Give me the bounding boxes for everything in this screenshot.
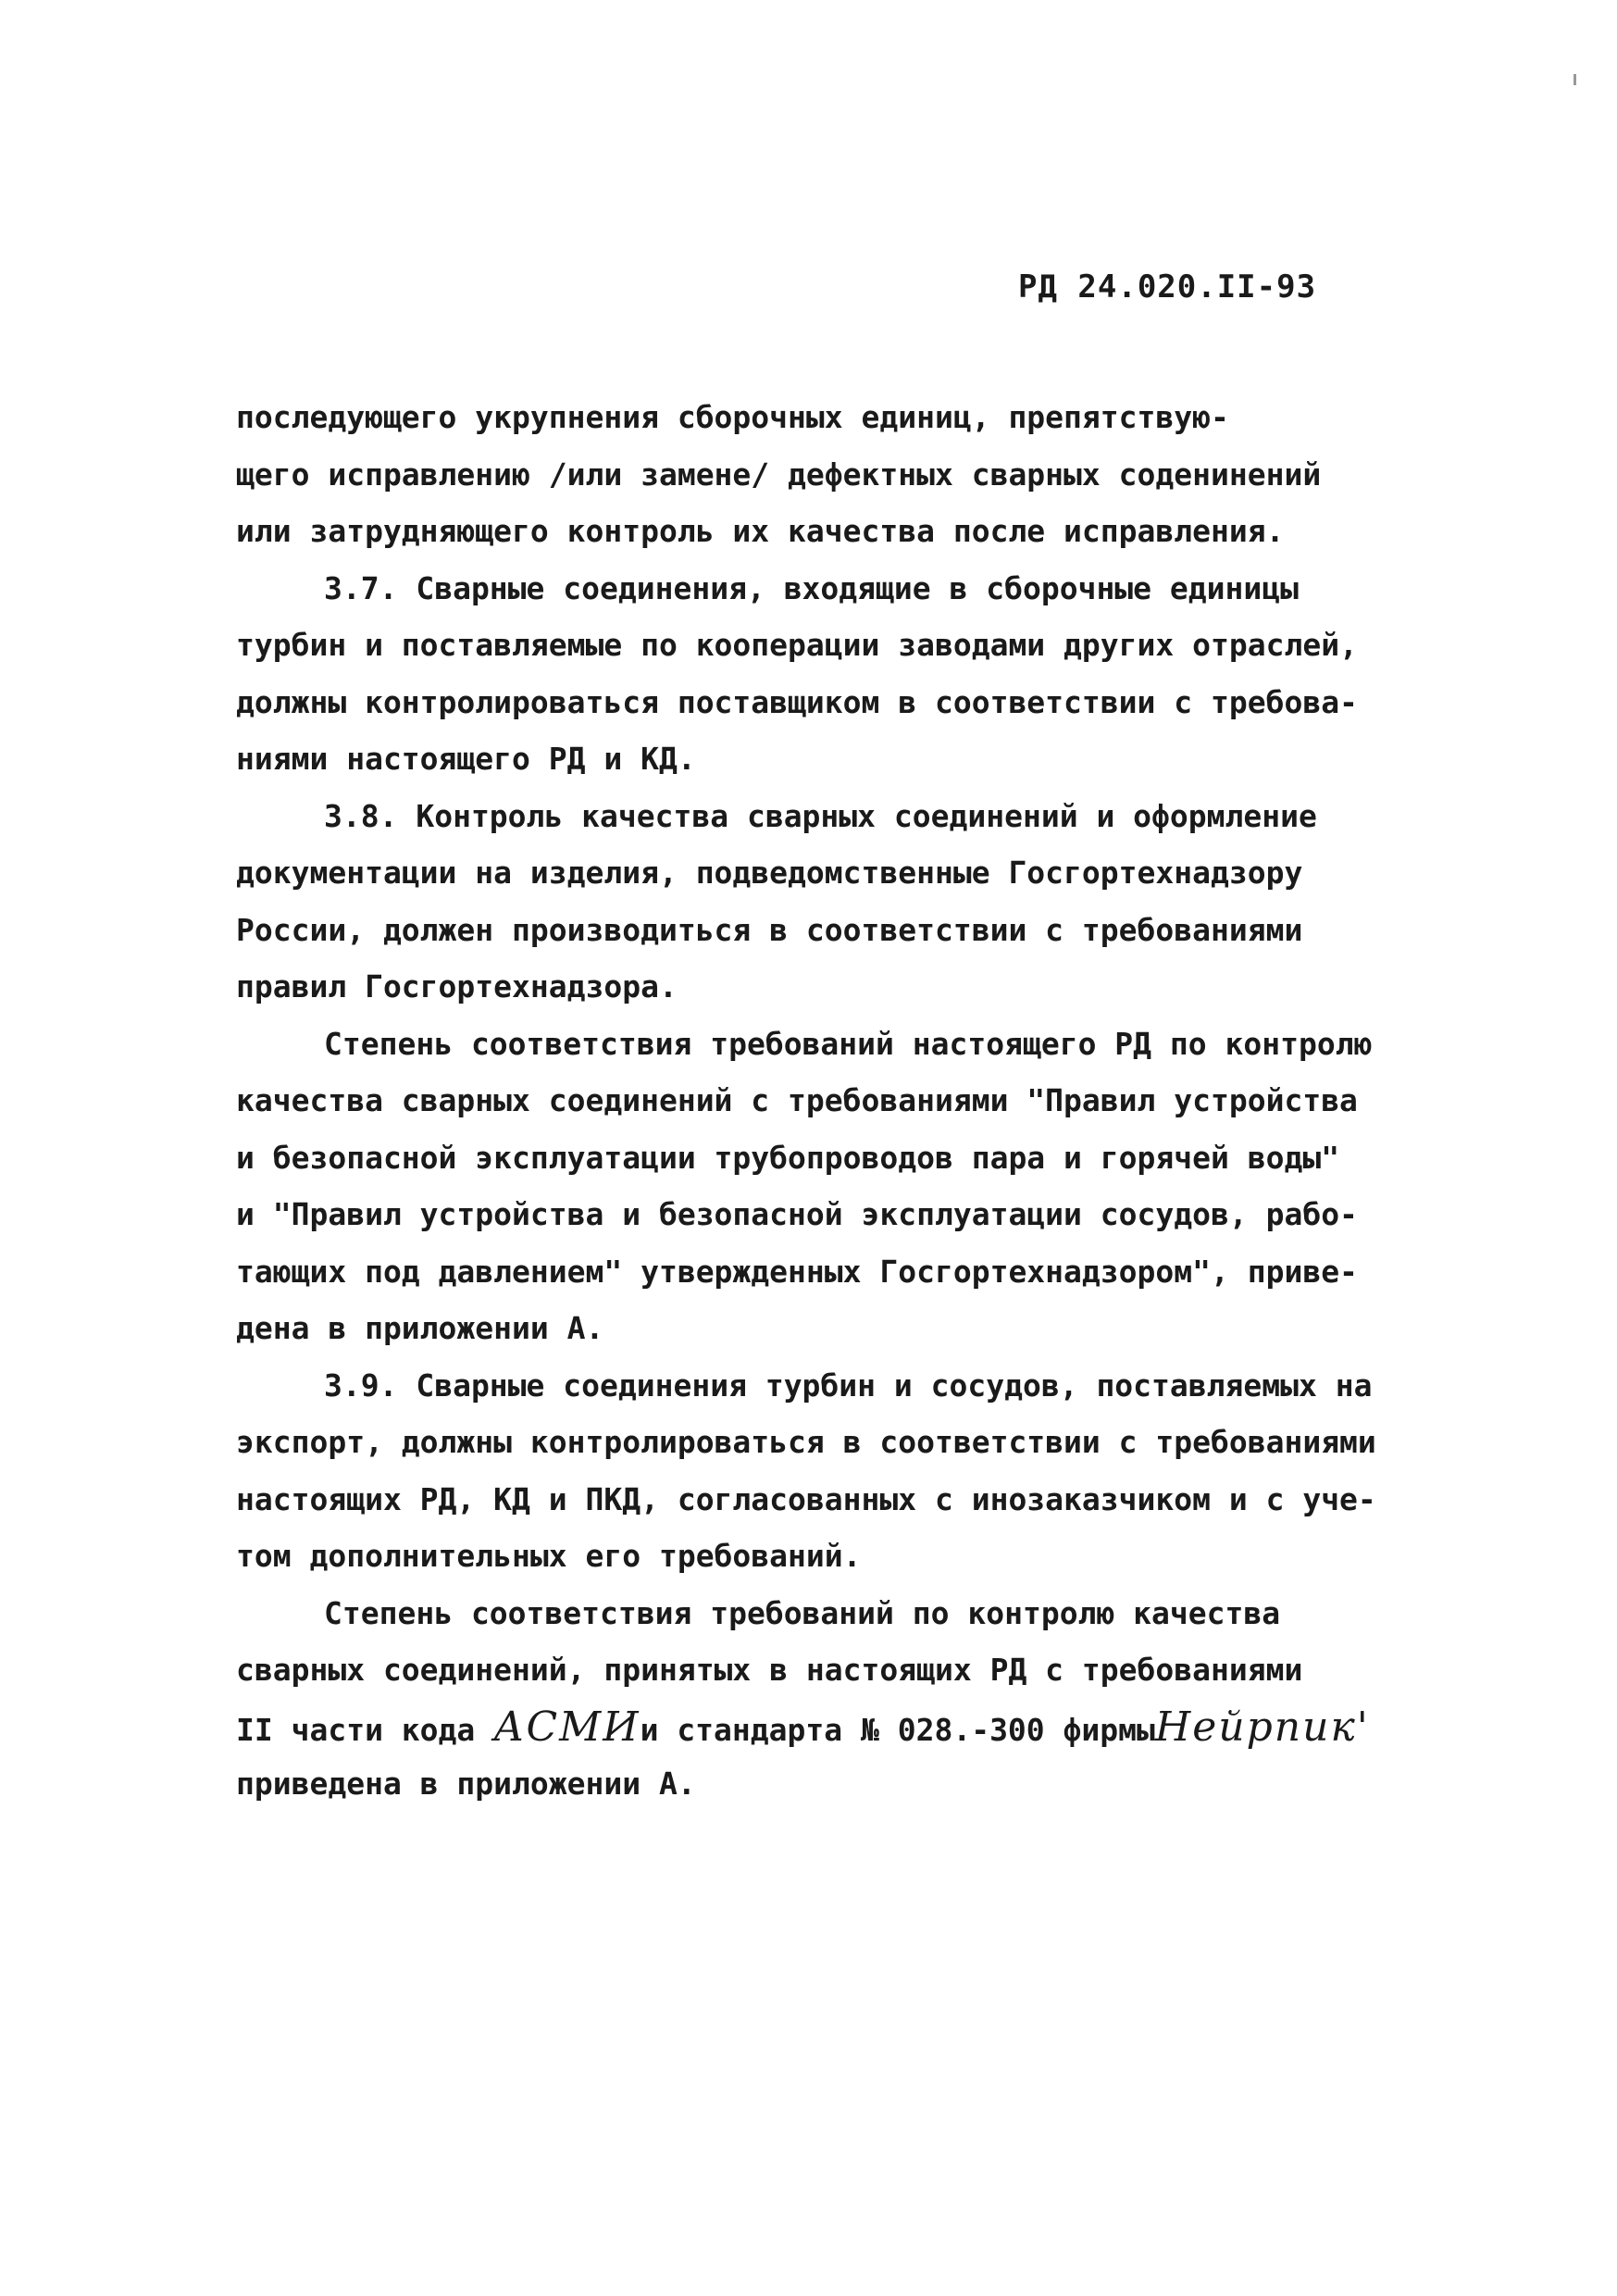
- text-line: приведена в приложении А.: [236, 1766, 696, 1802]
- text-line: последующего укрупнения сборочных единиц, препятствую-: [236, 399, 1229, 435]
- text-line: правил Госгортехнадзора.: [236, 968, 678, 1004]
- text-line: турбин и поставляемые по кооперации заводами других отраслей,: [236, 627, 1358, 663]
- document-code: РД 24.020.II-93: [1018, 268, 1317, 306]
- text-line: документации на изделия, подведомственные Госгортехнадзору: [236, 855, 1303, 891]
- paragraph-3-9: [236, 1357, 1393, 1585]
- text-line: том дополнительных его требований.: [236, 1538, 862, 1574]
- paragraph-compliance-asme: [236, 1585, 1393, 1813]
- typed-fragment: и стандарта № 028.-300 фирмы: [640, 1711, 1155, 1748]
- text-line: сварных соединений, принятых в настоящих РД с требованиями: [236, 1652, 1303, 1688]
- paragraph-3-8: [236, 788, 1393, 1016]
- text-line: 3.7. Сварные соединения, входящие в сборочные единицы: [324, 569, 1299, 606]
- paragraph-3-7: [236, 560, 1393, 788]
- handwritten-fragment: Нейрпик': [1154, 1703, 1370, 1751]
- text-line: тающих под давлением" утвержденных Госгортехнадзором", приве-: [236, 1253, 1358, 1290]
- text-line: и "Правил устройства и безопасной эксплуатации сосудов, рабо-: [236, 1196, 1358, 1232]
- text-line: или затрудняющего контроль их качества после исправления.: [236, 513, 1285, 549]
- text-line: Степень соответствия требований по контролю качества: [324, 1594, 1281, 1631]
- body-text: [236, 389, 1393, 1813]
- text-line-mixed: [236, 1699, 1393, 1756]
- text-line: экспорт, должны контролироваться в соответствии с требованиями: [236, 1424, 1376, 1460]
- text-line: ниями настоящего РД и КД.: [236, 741, 696, 777]
- text-line: 3.8. Контроль качества сварных соединений и оформление: [324, 797, 1317, 834]
- typed-fragment: II части кода: [236, 1711, 494, 1748]
- scan-speck: [1573, 74, 1576, 85]
- text-line: настоящих РД, КД и ПКД, согласованных с инозаказчиком и с уче-: [236, 1480, 1376, 1517]
- handwritten-fragment: АСМИ: [493, 1703, 641, 1751]
- text-line: Степень соответствия требований настоящего РД по контролю: [324, 1025, 1373, 1062]
- text-line: и безопасной эксплуатации трубопроводов пара и горячей воды": [236, 1139, 1340, 1176]
- text-line: дена в приложении А.: [236, 1310, 604, 1346]
- text-line: щего исправлению /или замене/ дефектных сварных соденинений: [236, 455, 1322, 493]
- paragraph-compliance-gostekhnadzor: [236, 1016, 1393, 1357]
- paragraph-continuation: [236, 389, 1393, 560]
- text-line: 3.9. Сварные соединения турбин и сосудов, поставляемых на: [324, 1366, 1373, 1404]
- text-line: качества сварных соединений с требованиями "Правил устройства: [236, 1082, 1358, 1118]
- text-line: должны контролироваться поставщиком в соответствии с требова-: [236, 683, 1358, 720]
- text-line: России, должен производиться в соответствии с требованиями: [236, 911, 1303, 948]
